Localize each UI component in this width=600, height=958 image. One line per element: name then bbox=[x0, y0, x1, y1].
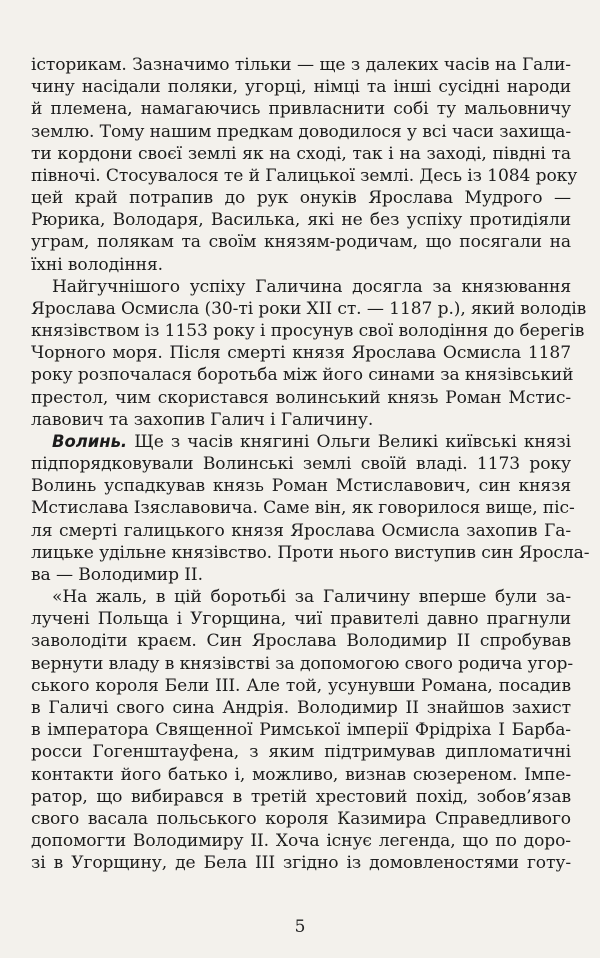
text-line: росси Гогенштауфена, з яким підтримував дипломатичні bbox=[31, 742, 571, 763]
text-line bbox=[31, 431, 571, 453]
page-number: 5 bbox=[294, 917, 306, 937]
section-lead-volyn: Волинь. bbox=[52, 431, 128, 451]
text-line: підпорядковували Волинські землі своїй владі. 1173 року bbox=[31, 454, 571, 475]
text-line: вернути владу в князівстві за допомогою свого родича угор- bbox=[31, 653, 574, 674]
text-line: Ярослава Осмисла (30-ті роки XII ст. — 1187 р.), який володів bbox=[31, 298, 587, 319]
paragraph-4 bbox=[31, 586, 574, 874]
page-text bbox=[31, 54, 590, 874]
text-line: престол, чим скористався волинський князь Роман Мстис- bbox=[31, 387, 571, 408]
paragraph-1 bbox=[31, 54, 578, 276]
text-line: ти кордони своєї землі як на сході, так і на заході, півдні та bbox=[31, 143, 571, 164]
text-line: ля смерті галицького князя Ярослава Осмисла захопив Га- bbox=[31, 520, 571, 541]
text-line: в імператора Священної Римської імперії Фрідріха I Барба- bbox=[31, 720, 571, 741]
text-line: заволодіти краєм. Син Ярослава Володимир II спробував bbox=[31, 631, 571, 652]
text-line: Чорного моря. Після смерті князя Ярослава Осмисла 1187 bbox=[31, 343, 571, 364]
text-line: цей край потрапив до рук онуків Ярослава Мудрого — bbox=[31, 188, 571, 209]
text-line: зі в Угорщину, де Бела III згідно із домовленостями готу- bbox=[31, 853, 571, 874]
text-line: уграм, полякам та своїм князям-родичам, що посягали на bbox=[31, 232, 571, 253]
paragraph-2 bbox=[31, 276, 587, 431]
text-line: свого васала польського короля Казимира Справедливого bbox=[31, 808, 571, 829]
text-line: історикам. Зазначимо тільки — ще з далеких часів на Гали- bbox=[31, 55, 571, 75]
text-line: лицьке удільне князівство. Проти нього виступив син Яросла- bbox=[31, 542, 590, 563]
text-line: «На жаль, в цій боротьбі за Галичину вперше були за- bbox=[52, 587, 571, 608]
text-line: допомогти Володимиру II. Хоча існує легенда, що по доро- bbox=[31, 831, 571, 852]
text-line: в Галичі свого сина Андрія. Володимир II знайшов захист bbox=[31, 697, 571, 718]
text-line: князівством із 1153 року і просунув свої володіння до берегів bbox=[31, 321, 585, 342]
text-line: землю. Тому нашим предкам доводилося у всі часи захища- bbox=[31, 121, 571, 142]
text-line: Мстислава Ізяславовича. Саме він, як говорилося вище, піс- bbox=[31, 498, 575, 519]
text-line-rest: Ще з часів княгині Ольги Великі київські князі bbox=[127, 431, 571, 452]
text-line: контакти його батько і, можливо, визнав сюзереном. Імпе- bbox=[31, 764, 571, 785]
text-line: ського короля Бели III. Але той, усунувши Романа, посадив bbox=[31, 675, 571, 696]
text-line: Волинь успадкував князь Роман Мстиславович, син князя bbox=[31, 476, 571, 497]
text-line: лавович та захопив Галич і Галичину. bbox=[31, 409, 374, 430]
paragraph-3 bbox=[31, 431, 590, 586]
text-line: ва — Володимир II. bbox=[31, 564, 203, 585]
text-line: півночі. Стосувалося те й Галицької землі. Десь із 1084 року bbox=[31, 165, 578, 186]
text-line: чину насідали поляки, угорці, німці та інші сусідні народи bbox=[31, 77, 571, 98]
text-line: Рюрика, Володаря, Василька, які не без успіху протидіяли bbox=[31, 210, 571, 231]
text-line: ратор, що вибирався в третій хрестовий похід, зобов’язав bbox=[31, 786, 571, 807]
text-line: й племена, намагаючись привласнити собі ту мальовничу bbox=[31, 99, 571, 120]
text-line: року розпочалася боротьба між його синами за князівський bbox=[31, 365, 574, 386]
text-line: лучені Польща і Угорщина, чиї правителі давно прагнули bbox=[31, 609, 571, 630]
text-line: Найгучнішого успіху Галичина досягла за князювання bbox=[52, 276, 571, 297]
text-line: їхні володіння. bbox=[31, 254, 163, 275]
